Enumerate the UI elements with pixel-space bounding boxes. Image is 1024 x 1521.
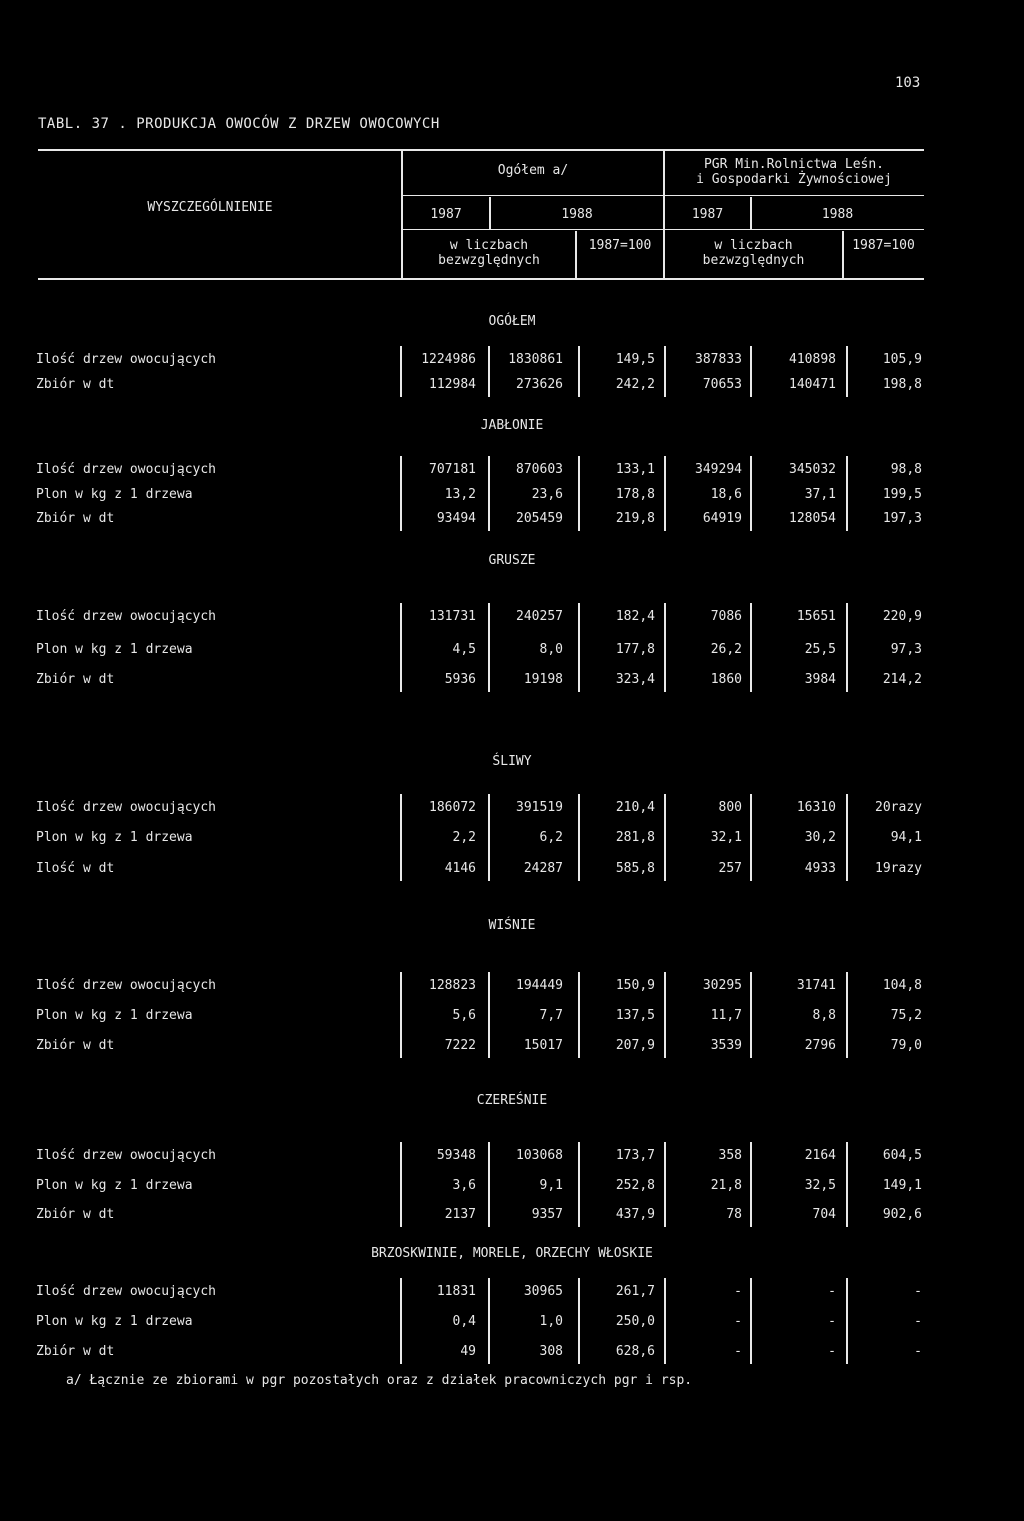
table-cell: 199,5 — [882, 487, 922, 502]
table-cell: 800 — [718, 800, 742, 815]
table-cell: 21,8 — [710, 1178, 742, 1193]
row-label: Plon w kg z 1 drzewa — [36, 1008, 193, 1023]
section-title: JABŁONIE — [480, 418, 544, 433]
table-cell: 30965 — [523, 1284, 563, 1299]
table-cell: 30295 — [702, 978, 742, 993]
table-cell: - — [734, 1314, 742, 1329]
table-cell: 178,8 — [615, 487, 655, 502]
label-column-header: WYSZCZEGÓLNIENIE — [147, 200, 273, 215]
table-cell: 4933 — [804, 861, 836, 876]
table-cell: 173,7 — [615, 1148, 655, 1163]
group-pgr-header-2: i Gospodarki Żywnościowej — [696, 172, 892, 187]
table-cell: 4,5 — [452, 642, 476, 657]
footnote: a/ Łącznie ze zbiorami w pgr pozostałych oraz z działek pracowniczych pgr i rsp. — [66, 1373, 693, 1388]
table-cell: 15017 — [523, 1038, 563, 1053]
table-cell: 30,2 — [804, 830, 836, 845]
table-cell: 4146 — [444, 861, 476, 876]
table-cell: 345032 — [789, 462, 836, 477]
year-header: 1987 — [691, 207, 724, 222]
row-label: Ilość drzew owocujących — [36, 800, 217, 815]
table-cell: 70653 — [702, 377, 742, 392]
table-cell: 140471 — [789, 377, 836, 392]
table-cell: 94,1 — [890, 830, 922, 845]
table-cell: 3,6 — [452, 1178, 476, 1193]
table-cell: 177,8 — [615, 642, 655, 657]
table-cell: 103068 — [516, 1148, 563, 1163]
year-header: 1988 — [821, 207, 854, 222]
row-label: Zbiór w dt — [36, 1344, 115, 1359]
table-cell: 64919 — [702, 511, 742, 526]
table-cell: 219,8 — [615, 511, 655, 526]
table-cell: 9,1 — [539, 1178, 563, 1193]
row-label: Ilość drzew owocujących — [36, 1284, 217, 1299]
table-cell: 8,8 — [812, 1008, 836, 1023]
table-cell: 131731 — [429, 609, 476, 624]
section-title: GRUSZE — [488, 553, 536, 568]
table-cell: 261,7 — [615, 1284, 655, 1299]
table-cell: 210,4 — [615, 800, 655, 815]
page-number: 103 — [895, 75, 921, 91]
section-title: OGÓŁEM — [488, 314, 536, 329]
table-cell: 32,1 — [710, 830, 742, 845]
header-top-rule — [38, 149, 924, 151]
table-cell: 5,6 — [452, 1008, 476, 1023]
row-label: Plon w kg z 1 drzewa — [36, 487, 193, 502]
table-cell: 32,5 — [804, 1178, 836, 1193]
table-cell: 240257 — [516, 609, 563, 624]
table-cell: 1,0 — [539, 1314, 563, 1329]
table-cell: 391519 — [516, 800, 563, 815]
section-title: WIŚNIE — [488, 918, 536, 933]
row-label: Plon w kg z 1 drzewa — [36, 830, 193, 845]
table-cell: 585,8 — [615, 861, 655, 876]
table-cell: 707181 — [429, 462, 476, 477]
table-cell: 281,8 — [615, 830, 655, 845]
table-cell: 6,2 — [539, 830, 563, 845]
row-label: Ilość drzew owocujących — [36, 1148, 217, 1163]
table-cell: 194449 — [516, 978, 563, 993]
table-cell: 250,0 — [615, 1314, 655, 1329]
table-cell: 437,9 — [615, 1207, 655, 1222]
table-cell: 182,4 — [615, 609, 655, 624]
section-title: ŚLIWY — [492, 754, 532, 769]
table-title: TABL. 37 . PRODUKCJA OWOCÓW Z DRZEW OWOCOWYCH — [38, 116, 440, 132]
table-cell: 79,0 — [890, 1038, 922, 1053]
row-label: Ilość drzew owocujących — [36, 609, 217, 624]
table-cell: 19198 — [523, 672, 563, 687]
table-cell: 7086 — [710, 609, 742, 624]
table-cell: 26,2 — [710, 642, 742, 657]
table-cell: 128823 — [429, 978, 476, 993]
table-cell: 98,8 — [890, 462, 922, 477]
table-cell: 242,2 — [615, 377, 655, 392]
abs-values-header-line1: w liczbach — [714, 238, 793, 253]
table-cell: 3539 — [710, 1038, 742, 1053]
table-cell: 5936 — [444, 672, 476, 687]
row-label: Plon w kg z 1 drzewa — [36, 642, 193, 657]
abs-values-header-line2: bezwzględnych — [702, 253, 805, 268]
table-cell: 197,3 — [882, 511, 922, 526]
table-cell: 25,5 — [804, 642, 836, 657]
row-label: Zbiór w dt — [36, 511, 115, 526]
table-cell: 704 — [812, 1207, 836, 1222]
table-cell: - — [828, 1284, 836, 1299]
table-cell: 18,6 — [710, 487, 742, 502]
table-cell: - — [914, 1314, 922, 1329]
table-cell: - — [734, 1284, 742, 1299]
table-cell: 16310 — [796, 800, 836, 815]
table-cell: 24287 — [523, 861, 563, 876]
table-cell: 23,6 — [531, 487, 563, 502]
row-label: Zbiór w dt — [36, 1038, 115, 1053]
table-cell: 59348 — [436, 1148, 476, 1163]
table-cell: 37,1 — [804, 487, 836, 502]
table-cell: 870603 — [516, 462, 563, 477]
table-cell: 49 — [460, 1344, 476, 1359]
table-cell: 15651 — [796, 609, 836, 624]
table-cell: 604,5 — [882, 1148, 922, 1163]
header-bottom-rule — [38, 278, 924, 280]
table-cell: 252,8 — [615, 1178, 655, 1193]
index-header: 1987=100 — [852, 238, 915, 253]
table-cell: 75,2 — [890, 1008, 922, 1023]
table-cell: - — [914, 1284, 922, 1299]
table-cell: 11831 — [436, 1284, 476, 1299]
row-label: Zbiór w dt — [36, 1207, 115, 1222]
table-cell: 214,2 — [882, 672, 922, 687]
abs-values-header-line2: bezwzględnych — [438, 253, 540, 268]
table-cell: 2137 — [444, 1207, 476, 1222]
year-header: 1987 — [430, 207, 462, 222]
table-cell: 2164 — [804, 1148, 836, 1163]
table-cell: 20razy — [875, 800, 922, 815]
table-cell: 7,7 — [539, 1008, 563, 1023]
row-label: Ilość w dt — [36, 861, 115, 876]
table-cell: 220,9 — [882, 609, 922, 624]
section-title: BRZOSKWINIE, MORELE, ORZECHY WŁOSKIE — [371, 1246, 653, 1261]
table-cell: - — [828, 1314, 836, 1329]
row-label: Zbiór w dt — [36, 672, 115, 687]
table-cell: 273626 — [516, 377, 563, 392]
table-cell: 1224986 — [421, 352, 476, 367]
index-header: 1987=100 — [588, 238, 652, 253]
table-cell: - — [914, 1344, 922, 1359]
table-cell: 205459 — [516, 511, 563, 526]
table-cell: 149,1 — [882, 1178, 922, 1193]
table-cell: 186072 — [429, 800, 476, 815]
table-cell: 308 — [539, 1344, 563, 1359]
table-cell: 31741 — [796, 978, 836, 993]
table-cell: 97,3 — [890, 642, 922, 657]
table-cell: 207,9 — [615, 1038, 655, 1053]
table-cell: 0,4 — [452, 1314, 476, 1329]
table-cell: 19razy — [875, 861, 922, 876]
row-label: Ilość drzew owocujących — [36, 978, 217, 993]
table-cell: 2796 — [804, 1038, 836, 1053]
table-cell: 133,1 — [615, 462, 655, 477]
row-label: Zbiór w dt — [36, 377, 115, 392]
abs-values-header-line1: w liczbach — [449, 238, 529, 253]
table-cell: - — [828, 1344, 836, 1359]
table-cell: 2,2 — [452, 830, 476, 845]
year-header: 1988 — [561, 207, 593, 222]
table-cell: 112984 — [429, 377, 476, 392]
table-cell: 11,7 — [710, 1008, 742, 1023]
abs-values-header — [402, 238, 576, 268]
table-cell: 902,6 — [882, 1207, 922, 1222]
table-cell: 349294 — [695, 462, 742, 477]
table-cell: 410898 — [789, 352, 836, 367]
table-cell: 1860 — [710, 672, 742, 687]
group-pgr-header-1: PGR Min.Rolnictwa Leśn. — [703, 157, 884, 172]
table-cell: 149,5 — [615, 352, 655, 367]
table-cell: 1830861 — [508, 352, 563, 367]
table-cell: 93494 — [436, 511, 476, 526]
row-label: Plon w kg z 1 drzewa — [36, 1314, 193, 1329]
abs-values-header — [664, 238, 843, 268]
group-total-header: Ogółem a/ — [497, 163, 569, 178]
table-cell: 628,6 — [615, 1344, 655, 1359]
table-cell: 104,8 — [882, 978, 922, 993]
row-label: Plon w kg z 1 drzewa — [36, 1178, 193, 1193]
section-title: CZEREŚNIE — [476, 1093, 548, 1108]
table-cell: 128054 — [789, 511, 836, 526]
row-label: Ilość drzew owocujących — [36, 352, 217, 367]
table-cell: 105,9 — [882, 352, 922, 367]
table-cell: 7222 — [444, 1038, 476, 1053]
table-cell: 9357 — [531, 1207, 563, 1222]
table-cell: 8,0 — [539, 642, 563, 657]
table-cell: 257 — [718, 861, 742, 876]
table-cell: 137,5 — [615, 1008, 655, 1023]
table-cell: 323,4 — [615, 672, 655, 687]
row-label: Ilość drzew owocujących — [36, 462, 217, 477]
table-cell: 13,2 — [444, 487, 476, 502]
table-cell: 387833 — [695, 352, 742, 367]
table-cell: 150,9 — [615, 978, 655, 993]
table-cell: 78 — [726, 1207, 742, 1222]
table-cell: - — [734, 1344, 742, 1359]
table-cell: 358 — [718, 1148, 742, 1163]
table-cell: 198,8 — [882, 377, 922, 392]
table-cell: 3984 — [804, 672, 836, 687]
